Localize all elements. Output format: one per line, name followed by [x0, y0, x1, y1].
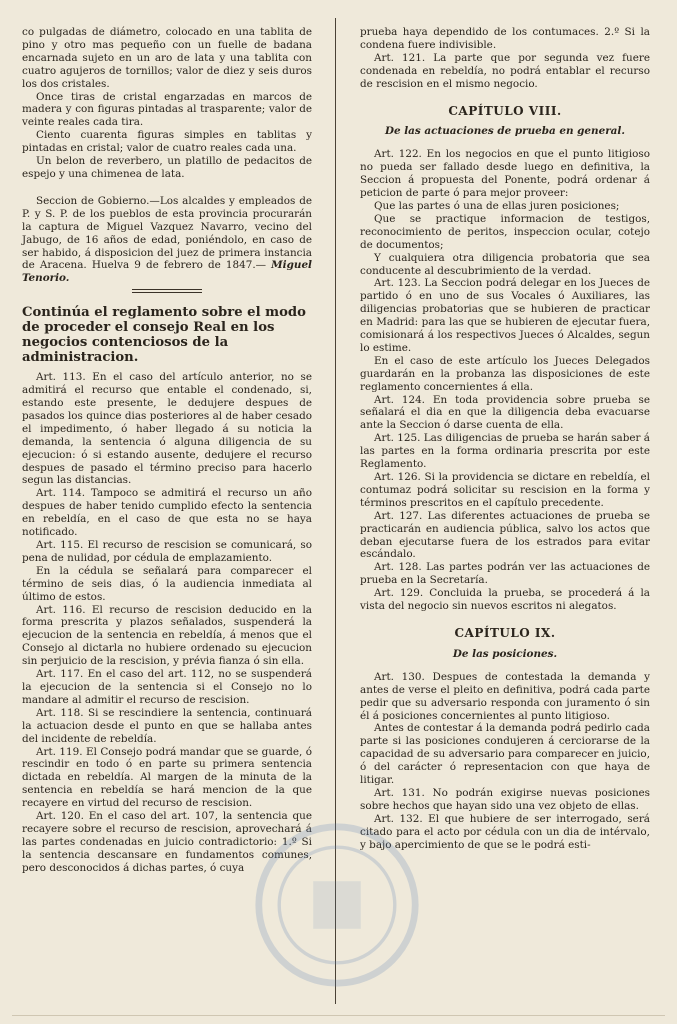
article-128: Art. 128. Las partes podrán ver las actuaciones de prueba en la Secretaría. [360, 561, 650, 587]
article-115-cont: En la cédula se señalará para comparecer el término de seis dias, ó la audiencia inmediata al último de estos. [22, 564, 312, 603]
article-125: Art. 125. Las diligencias de prueba se harán saber á las partes en la forma ordinaria prescrita por este Reglamento. [360, 432, 650, 471]
article-119: Art. 119. El Consejo podrá mandar que se guarde, ó rescindir en todo ó en parte su primera sentencia dictada en rebeldía. Al margen de la minuta de la sentencia en rebeldía se hará mencion de la que recayere en virtud del recurso de rescision. [22, 745, 312, 810]
chapter-9-title: CAPÍTULO IX. [454, 625, 556, 640]
article-114: Art. 114. Tampoco se admitirá el recurso un año despues de haber tenido cumplido efecto la sentencia en rebeldía, en el caso de que esta no se haya notificado. [22, 487, 312, 539]
article-121: Art. 121. La parte que por segunda vez fuere condenada en rebeldía, no podrá entablar el recurso de rescision en el mismo negocio. [360, 51, 650, 90]
chapter-8-title: CAPÍTULO VIII. [448, 103, 562, 118]
article-113: Art. 113. En el caso del artículo anterior, no se admitirá el recurso que entable el condenado, si, estando este presente, le dedujere despues de pasados los quince dias posteriores al de haber cesado el impedimento, ó haber llegado á su noticia la demanda, la sentencia ó alguna diligencia de su ejecucion: ó si estando ausente, dedujere el recurso despues de pasado el término preciso para hacerlo segun las distancias. [22, 371, 312, 487]
government-notice: Seccion de Gobierno.—Los alcaldes y empleados de P. y S. P. de los pueblos de esta provincia procurarán la captura de Miguel Vazquez Navarro, vecino del Jabugo, de 16 años de edad, poniéndolo, en caso de ser habido, á disposicion del juez de primera instancia de Aracena. Huelva 9 de febrero de 1847.— Miguel Tenorio. [22, 194, 312, 285]
article-116: Art. 116. El recurso de rescision deducido en la forma prescrita y plazos señalados, suspenderá la ejecucion de la sentencia en rebeldía, á menos que el Consejo al dictarla no hubiere ordenado su ejecucion sin perjuicio de la rescision, y prévia fianza ó sin ella. [22, 603, 312, 668]
article-122-item-1: Que las partes ó una de ellas juren posiciones; [374, 199, 620, 212]
library-seal-watermark [252, 820, 422, 990]
article-118: Art. 118. Si se rescindiere la sentencia, continuará la actuacion desde el punto en que se hallaba antes del incidente de rebeldía. [22, 706, 312, 745]
left-column [22, 26, 312, 875]
article-124: Art. 124. En toda providencia sobre prueba se señalará el dia en que la diligencia deba evacuarse ante la Seccion ó darse cuenta de ella. [360, 393, 650, 432]
article-117: Art. 117. En el caso del art. 112, no se suspenderá la ejecucion de la sentencia si el Consejo no lo mandare al admitir el recurso de rescision. [22, 668, 312, 706]
article-122-item-2: Que se practique informacion de testigos, reconocimiento de peritos, inspeccion ocular, cotejo de documentos; [360, 212, 650, 251]
article-130-cont: Antes de contestar á la demanda podrá pedirlo cada parte si las posiciones condujeren á cerciorarse de la capacidad de su adversario para comparecer en juicio, ó del carácter ó representacion con que haya de litigar. [360, 722, 650, 787]
article-120: Art. 120. En el caso del art. 107, la sentencia que recayere sobre el recurso de rescision, aprovechará á las partes condenadas en juicio contradictorio: 1.º Si la sentencia descansare en fundamentos comunes, pero desconocidos á dichas partes, ó cuya [22, 810, 312, 874]
article-122: Art. 122. En los negocios en que el punto litigioso no pueda ser fallado desde luego en definitiva, la Seccion á propuesta del Ponente, podrá ordenar á peticion de parte ó para mejor proveer: [360, 148, 650, 200]
article-122-item-3: Y cualquiera otra diligencia probatoria que sea conducente al descubrimiento de la verdad. [360, 251, 650, 277]
article-129: Art. 129. Concluida la prueba, se procederá á la vista del negocio sin nuevos escritos ni alegatos. [360, 587, 650, 613]
article-123: Art. 123. La Seccion podrá delegar en los Jueces de partido ó en uno de sus Vocales ó Auxiliares, las diligencias probatorias que se hubieren de practicar en Madrid: para las que se hubieren de ejecutar fuera, comisionará á los respectivos Jueces ó Alcaldes, segun lo estime. [360, 277, 650, 354]
article-115: Art. 115. El recurso de rescision se comunicará, so pena de nulidad, por cédula de emplazamiento. [22, 539, 312, 564]
right-column [360, 26, 650, 851]
signature: Miguel Tenorio. [22, 259, 312, 285]
chapter-9-subtitle: De las posiciones. [452, 647, 558, 660]
section-ornament [132, 289, 202, 293]
article-123-cont: En el caso de este artículo los Jueces Delegados guardarán en la probanza las disposiciones de este reglamento concernientes á ella. [360, 354, 650, 393]
article-130: Art. 130. Despues de contestada la demanda y antes de verse el pleito en definitiva, podrá cada parte pedir que su adversario responda con juramento ó sin él á posiciones concernientes al punto litigioso. [360, 670, 650, 722]
paragraph-lens-description: co pulgadas de diámetro, colocado en una tablita de pino y otro mas pequeño con un fuelle de badana encarnada sujeto en un aro de lata y una tablita con cuatro agujeros de tornillos; valor de diez y seis duros los dos cristales. [22, 26, 312, 90]
regulation-heading: Continúa el reglamento sobre el modo de proceder el consejo Real en los negocios contenciosos de la administracion. [22, 305, 306, 366]
article-132: Art. 132. El que hubiere de ser interrogado, será citado para el acto por cédula con un dia de intérvalo, y bajo apercimiento de que se le podrá esti- [360, 812, 650, 851]
article-127: Art. 127. Las diferentes actuaciones de prueba se practicarán en audiencia pública, salvo los actos que deban ejecutarse fuera de los estrados para evitar escándalo. [360, 509, 650, 561]
paragraph-continuation: prueba haya dependido de los contumaces. 2.º Si la condena fuere indivisible. [360, 26, 650, 51]
article-126: Art. 126. Si la providencia se dictare en rebeldía, el contumaz podrá solicitar su rescision en la forma y términos prescritos en el capítulo precedente. [360, 471, 650, 509]
chapter-8-subtitle: De las actuaciones de prueba en general. [385, 125, 625, 138]
paragraph-glass-strips: Once tiras de cristal engarzadas en marcos de madera y con figuras pintadas al trasparente; valor de veinte reales cada tira. [22, 90, 312, 129]
bottom-edge [12, 1015, 665, 1016]
article-131: Art. 131. No podrán exigirse nuevas posiciones sobre hechos que hayan sido una vez objeto de ellas. [360, 786, 650, 812]
paragraph-figures: Ciento cuarenta figuras simples en tablitas y pintadas en cristal; valor de cuatro reales cada una. [22, 129, 312, 155]
paragraph-reverbero: Un belon de reverbero, un platillo de pedacitos de espejo y una chimenea de lata. [22, 155, 312, 180]
